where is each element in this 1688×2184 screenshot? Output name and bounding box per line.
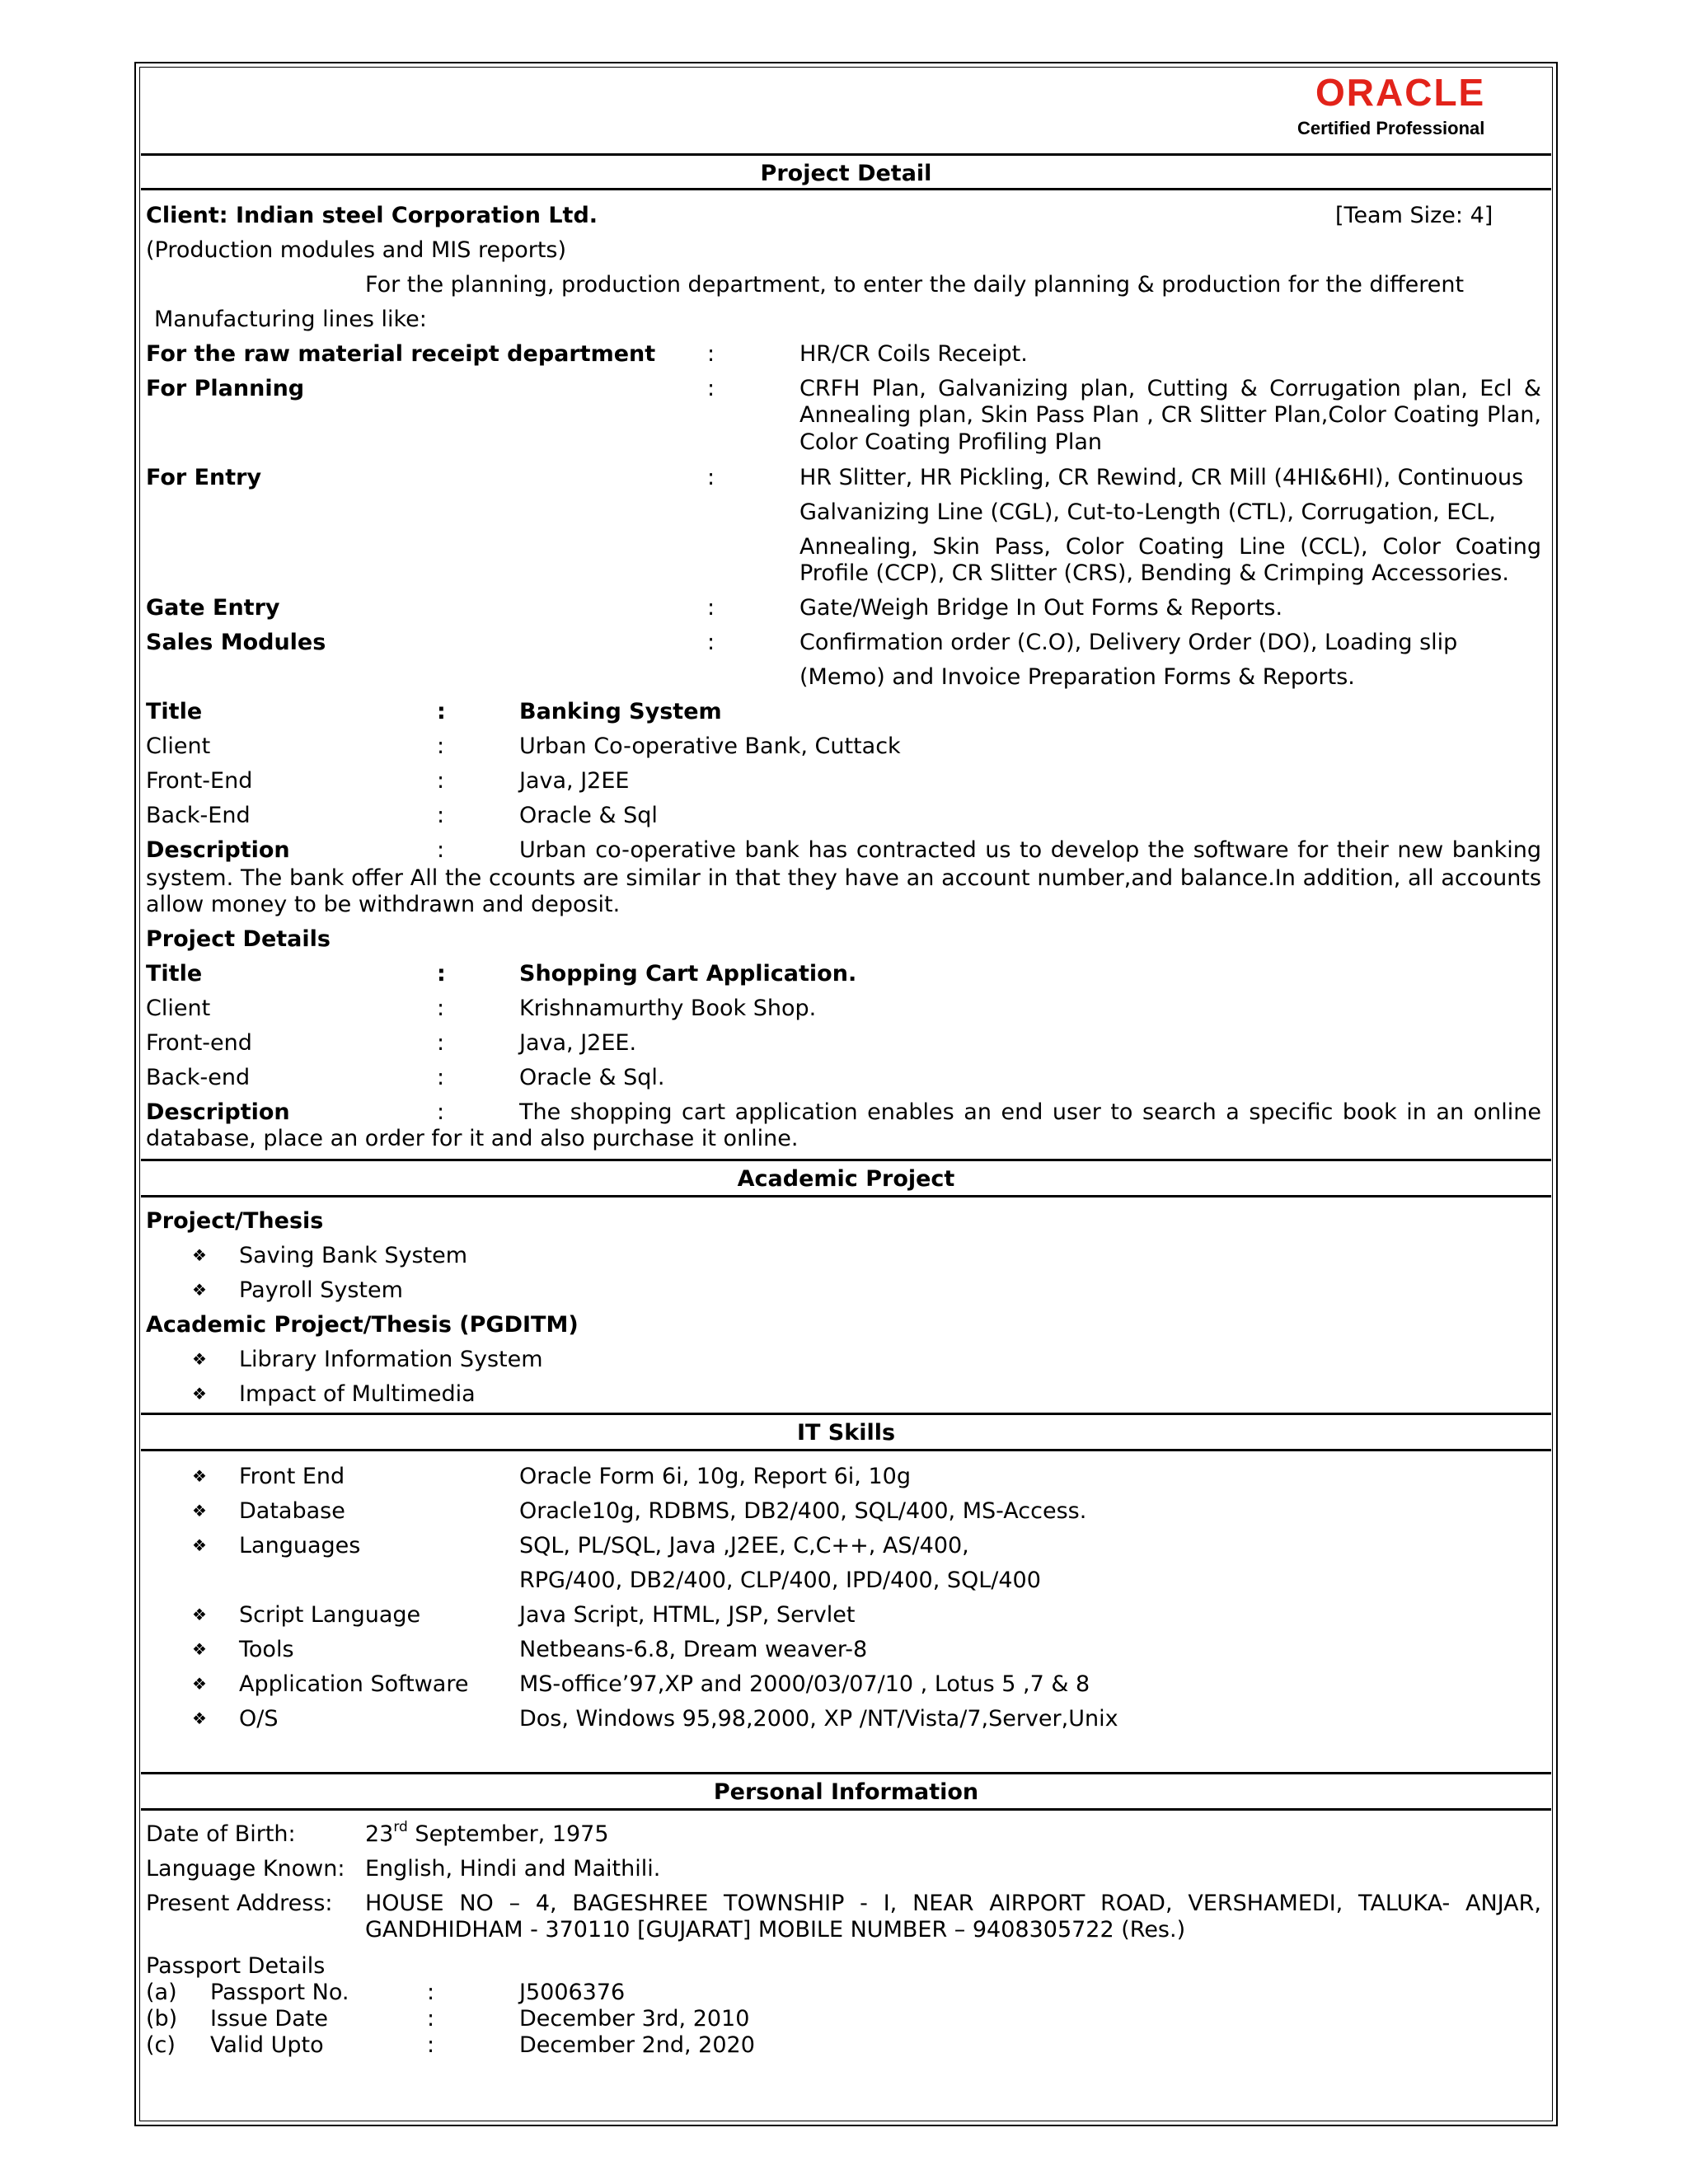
list-item: Saving Bank System	[239, 1243, 468, 1268]
skill-value: Oracle Form 6i, 10g, Report 6i, 10g	[519, 1464, 911, 1489]
team-size: [Team Size: 4]	[1335, 203, 1493, 228]
list-item: Payroll System	[239, 1277, 403, 1303]
logo-caption: Certified Professional	[1297, 118, 1485, 138]
divider	[141, 1195, 1551, 1197]
skill-value: Netbeans-6.8, Dream weaver-8	[519, 1637, 868, 1662]
shopping-client-label: Client	[146, 996, 211, 1021]
shopping-backend: Oracle & Sql.	[519, 1065, 665, 1090]
skill-value: Dos, Windows 95,98,2000, XP /NT/Vista/7,Server,Unix	[519, 1706, 1118, 1732]
row-sep: :	[707, 630, 715, 655]
skill-label: Tools	[239, 1637, 294, 1662]
shopping-backend-label: Back-end	[146, 1065, 251, 1090]
project-intro-2: Manufacturing lines like:	[154, 307, 427, 332]
row-value: CRFH Plan, Galvanizing plan, Cutting & Corrugation plan, Ecl & Annealing plan, Skin Pass Plan , CR Slitter Plan,Color Coating Plan, Color Coating Profiling Plan	[799, 376, 1541, 455]
project-details-heading: Project Details	[146, 926, 331, 952]
divider	[141, 153, 1551, 156]
row-label: For the raw material receipt department	[146, 341, 656, 367]
list-item: Library Information System	[239, 1347, 543, 1372]
row-label: For Planning	[146, 376, 305, 401]
sep: :	[437, 1065, 445, 1090]
row-label: Gate Entry	[146, 595, 280, 621]
banking-client: Urban Co-operative Bank, Cuttack	[519, 733, 901, 759]
sep: :	[437, 1099, 445, 1125]
dob-rest: September, 1975	[407, 1821, 609, 1847]
skill-label: O/S	[239, 1706, 279, 1732]
row-value: Gate/Weigh Bridge In Out Forms & Reports.	[799, 595, 1283, 621]
dob-value	[365, 1821, 609, 1847]
bullet-icon: ❖	[192, 1605, 207, 1624]
sep: :	[427, 1980, 435, 2005]
shopping-title-label: Title	[146, 961, 203, 987]
bullet-icon: ❖	[192, 1384, 207, 1404]
oracle-logo	[1315, 73, 1501, 115]
section-title-personal: Personal Information	[713, 1779, 979, 1805]
banking-desc-rest: system. The bank offer All the ccounts are similar in that they have an account number,and balance.In addition, all accounts allow money to be withdrawn and deposit.	[146, 865, 1541, 918]
bullet-icon: ❖	[192, 1535, 207, 1555]
banking-title: Banking System	[519, 699, 722, 724]
skill-label: Application Software	[239, 1671, 469, 1697]
shopping-desc-label: Description	[146, 1099, 290, 1125]
row-label: For Entry	[146, 465, 262, 490]
divider	[141, 1413, 1551, 1415]
passport-value: J5006376	[519, 1980, 626, 2005]
divider	[141, 1808, 1551, 1811]
banking-desc-label: Description	[146, 837, 290, 863]
divider	[141, 1159, 1551, 1161]
bullet-icon: ❖	[192, 1708, 207, 1728]
bullet-icon: ❖	[192, 1501, 207, 1521]
section-title-project-detail: Project Detail	[760, 161, 932, 186]
passport-value: December 2nd, 2020	[519, 2032, 755, 2058]
sep: :	[437, 733, 445, 759]
passport-idx: (a)	[146, 1980, 177, 2005]
section-title-academic: Academic Project	[737, 1166, 955, 1192]
bullet-icon: ❖	[192, 1674, 207, 1694]
passport-label: Issue Date	[210, 2006, 328, 2032]
skill-value: RPG/400, DB2/400, CLP/400, IPD/400, SQL/400	[519, 1568, 1041, 1593]
row-value: HR/CR Coils Receipt.	[799, 341, 1028, 367]
row-value: Annealing, Skin Pass, Color Coating Line (CCL), Color Coating Profile (CCP), CR Slitter (CRS), Bending & Crimping Accessories.	[799, 534, 1541, 587]
project-intro: For the planning, production department, to enter the daily planning & production for the different	[365, 272, 1465, 298]
shopping-desc-rest: database, place an order for it and also purchase it online.	[146, 1126, 799, 1151]
row-sep: :	[707, 341, 715, 367]
passport-value: December 3rd, 2010	[519, 2006, 750, 2032]
address-label: Present Address:	[146, 1891, 333, 1916]
bullet-icon: ❖	[192, 1245, 207, 1265]
shopping-client: Krishnamurthy Book Shop.	[519, 996, 817, 1021]
skill-label: Script Language	[239, 1602, 421, 1628]
row-value: Galvanizing Line (CGL), Cut-to-Length (CTL), Corrugation, ECL,	[799, 499, 1496, 525]
shopping-desc: The shopping cart application enables an end user to search a specific book in an online	[519, 1099, 1541, 1125]
passport-label: Passport No.	[210, 1980, 349, 2005]
banking-backend: Oracle & Sql	[519, 803, 658, 828]
sep: :	[437, 961, 446, 987]
skill-value: Java Script, HTML, JSP, Servlet	[519, 1602, 856, 1628]
row-value: HR Slitter, HR Pickling, CR Rewind, CR Mill (4HI&6HI), Continuous	[799, 465, 1524, 490]
banking-backend-label: Back-End	[146, 803, 251, 828]
language-label: Language Known:	[146, 1856, 345, 1882]
passport-label: Valid Upto	[210, 2032, 324, 2058]
skill-label: Database	[239, 1498, 345, 1524]
address-value: HOUSE NO – 4, BAGESHREE TOWNSHIP - I, NEAR AIRPORT ROAD, VERSHAMEDI, TALUKA- ANJAR, GANDHIDHAM - 370110 [GUJARAT] MOBILE NUMBER – 9408305722 (Res.)	[365, 1891, 1541, 1943]
skill-label: Front End	[239, 1464, 345, 1489]
bullet-icon: ❖	[192, 1280, 207, 1300]
section-title-it-skills: IT Skills	[796, 1420, 896, 1446]
row-value: (Memo) and Invoice Preparation Forms & Reports.	[799, 664, 1355, 690]
bullet-icon: ❖	[192, 1466, 207, 1486]
oracle-logo-text: ORACLE	[1315, 73, 1486, 114]
sep: :	[437, 1030, 445, 1056]
banking-client-label: Client	[146, 733, 211, 759]
row-value: Confirmation order (C.O), Delivery Order (DO), Loading slip	[799, 630, 1458, 655]
skill-value: SQL, PL/SQL, Java ,J2EE, C,C++, AS/400,	[519, 1533, 969, 1558]
bullet-icon: ❖	[192, 1639, 207, 1659]
dob-suffix: rd	[393, 1819, 408, 1835]
passport-idx: (b)	[146, 2006, 178, 2032]
banking-frontend: Java, J2EE	[519, 768, 630, 794]
sep: :	[437, 768, 445, 794]
language-value: English, Hindi and Maithili.	[365, 1856, 661, 1882]
list-item: Impact of Multimedia	[239, 1381, 476, 1407]
row-sep: :	[707, 595, 715, 621]
sep: :	[437, 837, 445, 863]
passport-heading: Passport Details	[146, 1953, 326, 1979]
row-sep: :	[707, 376, 715, 401]
skill-value: MS-office’97,XP and 2000/03/07/10 , Lotus 5 ,7 & 8	[519, 1671, 1090, 1697]
row-sep: :	[707, 465, 715, 490]
sep: :	[437, 996, 445, 1021]
banking-frontend-label: Front-End	[146, 768, 253, 794]
divider	[141, 188, 1551, 190]
dob-day: 23	[365, 1821, 394, 1847]
shopping-frontend: Java, J2EE.	[519, 1030, 637, 1056]
sep: :	[427, 2006, 435, 2032]
banking-title-label: Title	[146, 699, 203, 724]
bullet-icon: ❖	[192, 1349, 207, 1369]
divider	[141, 1449, 1551, 1451]
academic-group-title: Project/Thesis	[146, 1208, 324, 1234]
banking-desc: Urban co-operative bank has contracted us to develop the software for their new banking	[519, 837, 1541, 863]
sep: :	[437, 699, 446, 724]
shopping-title: Shopping Cart Application.	[519, 961, 857, 987]
skill-value: Oracle10g, RDBMS, DB2/400, SQL/400, MS-Access.	[519, 1498, 1087, 1524]
project-subtitle: (Production modules and MIS reports)	[146, 237, 567, 263]
dob-label: Date of Birth:	[146, 1821, 296, 1847]
shopping-frontend-label: Front-end	[146, 1030, 252, 1056]
academic-group-title: Academic Project/Thesis (PGDITM)	[146, 1312, 579, 1338]
divider	[141, 1772, 1551, 1774]
page-border-inner	[139, 67, 1553, 2121]
skill-label: Languages	[239, 1533, 361, 1558]
client-line: Client: Indian steel Corporation Ltd.	[146, 203, 598, 228]
row-label: Sales Modules	[146, 630, 326, 655]
sep: :	[437, 803, 445, 828]
passport-idx: (c)	[146, 2032, 176, 2058]
sep: :	[427, 2032, 435, 2058]
